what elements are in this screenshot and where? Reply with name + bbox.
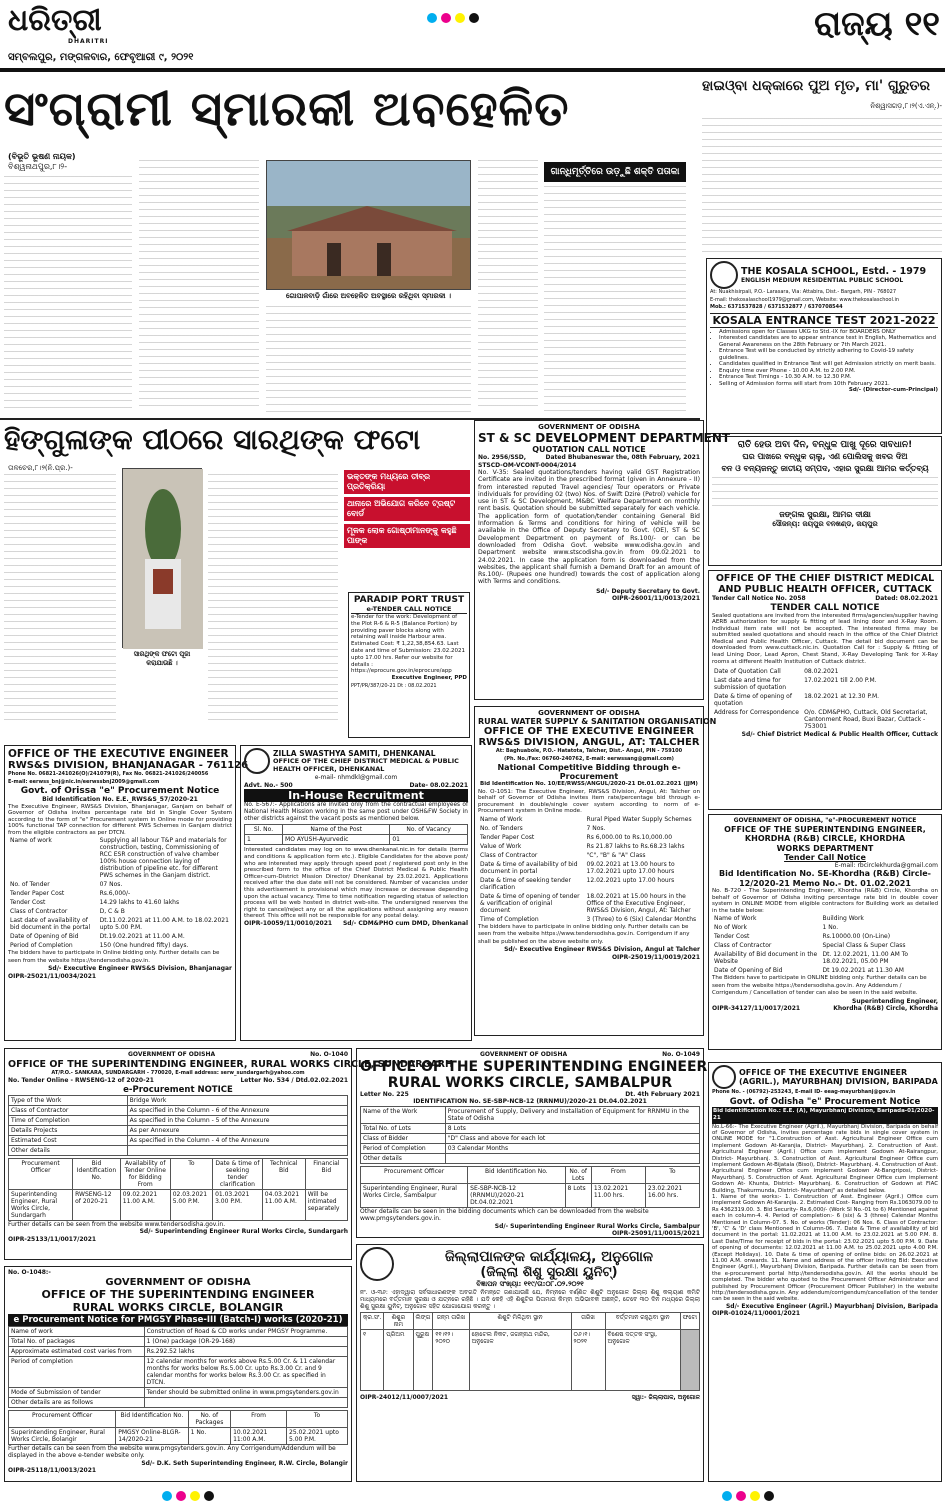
tender-table [478, 815, 700, 924]
table-row: Superintending Engineer, Rural Works Circle, Sambalpur SE-SBP-NCB-12 (RRNMU)/2020-21 Dt.04.02.2021 8 Lots 13.02.2021 11.00 hrs. 23.02.2021 16.00 hrs. [361, 1183, 700, 1207]
line-1: ରାତି ହେଉ ଅବା ଦିନ, ବନ୍ଧୁକ ପାଖୁ ଦୂରେ ସାବଧାନ! [737, 440, 913, 450]
logo-sub: DHARITRI [68, 38, 109, 45]
signature: Sd/- Chief District Medical & Public Health Officer, Cuttack [741, 731, 938, 739]
school-title: THE KOSALA SCHOOL, Estd. - 1979 [741, 266, 927, 277]
work-table [360, 1106, 700, 1164]
office-title-2: (ଜିଲ୍ଲା ଶିଶୁ ସୁରକ୍ଷା ୟୁନିଟ୍) [480, 1264, 618, 1280]
line-4: ଜଙ୍ଗଲ ସୁରକ୍ଷା, ଆମର ଦୀକ୍ଷା [779, 510, 871, 519]
oipr-no: OIPR-24012/11/0007/2021 [360, 1394, 449, 1402]
letter-date: Dt. 4th February 2021 [625, 1090, 700, 1098]
email: e-mail- nhmdkl@gmail.com [314, 774, 398, 781]
note: Other details can be seen in the bidding documents which can be downloaded from the website www.pmgsytenders.gov.in. [360, 1207, 649, 1222]
table-header: Procurement Officer Bid Identification No. No. of Packages From To [9, 1410, 348, 1427]
ad-body: e-Tender for the work: Development of the Plot R-6 & R-5 (Balance Portion) by providing paver blocks along with retaining wall inside Harbour area. Estimated Cost: ₹ 1,22,38,854.63. Last date and time of Submission: 23.02.2021 upto 17.00 hrs. Refer our website for details : https://eprocure.gov.in/eprocure/app [351, 614, 466, 675]
office-title: OFFICE OF THE SUPERINTENDING ENGINEER, RURAL WORKS CIRCLE, SUNDARGARH [8, 1058, 453, 1070]
dhenkanal-recruitment [240, 745, 472, 1041]
oipr-no: OIPR-25133/11/0017/2021 [8, 1235, 97, 1243]
oipr-no: OIPR-25091/11/0015/2021 [611, 1230, 700, 1237]
notice-title: TENDER CALL NOTICE [770, 602, 880, 613]
advt-date: Date- 08.02.2021 [409, 781, 468, 789]
headline: ସଂଗ୍ରାମୀ ସ୍ମାରକୀ ଅବହେଳିତ [4, 81, 570, 137]
office-title-2: RWS&S DIVISION, ANGUL, AT: TALCHER [478, 737, 700, 748]
office-title: ଜିଲ୍ଲାପାଳଙ୍କ କାର୍ଯ୍ୟାଳୟ, ଅନୁଗୋଳ [444, 1248, 654, 1265]
notice-body: No. E-567:- Applications are invited only from the contractual employees of National Health Mission working in the same post under OSH&FW Society in other districts against the vacant posts as mentioned below. [244, 802, 468, 822]
notice-title: e-Procurement NOTICE [123, 1084, 233, 1095]
email: E-mail: eerwss_bnj@nic.in/eerwssbnj2009@gmail.com [8, 778, 160, 785]
signature: Sd/- Executive Engineer RWS&S Division, Bhanjanagar [48, 965, 232, 973]
line-5: ସୌଜନ୍ୟ: ଜୟପୁର ବନଖଣ୍ଡ, ଜୟପୁର [772, 520, 878, 528]
table-header: Procurement Officer Bid Identification No. No. of Lots From To [361, 1166, 700, 1183]
logo [8, 4, 118, 48]
ad-ref: PPT/PR/387/20-21 Dt : 08.02.2021 [351, 682, 437, 689]
table-row: Other details are as follows [9, 1397, 348, 1407]
logo-main: ଧରିତ୍ରୀ [8, 3, 102, 38]
signature: Sd/- Deputy Secretary to Govt. [596, 587, 700, 595]
table-row: Name of the Work Procurement of Supply, Delivery and Installation of Equipment for RRNMU in the State of Odisha [361, 1106, 700, 1123]
org-title: RURAL WATER SUPPLY & SANITATION ORGANISATION [478, 717, 717, 726]
paradip-port-ad [348, 592, 470, 738]
body-col-1 [4, 176, 132, 412]
emblem-icon [360, 1247, 394, 1281]
body-col-3 [266, 306, 471, 412]
bullet-item: ଥାନାରେ ଅଭିଯୋଗ କରିବେ ଟ୍ରଷ୍ଟ ବୋର୍ଡ [344, 497, 470, 521]
table-row: Class of Bidder "D" Class and above for each lot [361, 1133, 700, 1143]
bid-id: Bid Identification No. E.E._RWS&S_57/2020-21 [42, 796, 198, 803]
email: E-mail: rbcirclekhurda@gmail.com [834, 861, 938, 869]
phone: Phone No. - (06792)-253243, E-mail ID- eeag-mayurbhanj@gov.in [712, 1089, 896, 1095]
table-row: Last date of availability of bid document in the portal Dt.11.02.2021 at 11.00 A.M. to 18.02.2021 upto 5.00 P.M. [10, 917, 229, 932]
signature: Executive Engineer, PPD [391, 675, 467, 682]
mayurbhanj-notice [708, 1062, 942, 1482]
phone: (Ph. No./Fax: 06760-240762, E-mail: eerwssang@gmail.com) [504, 755, 674, 762]
school-phone: Mob.: 6371537828 / 6371532877 / 6370708544 [710, 304, 843, 310]
notice-body: No.L-66:- The Executive Engineer (Agril.), Mayurbhanj Division, Baripada on behalf of Governor of Odisha, invites percentage rate bids in single cover system in ONLINE MODE for "1.Construction of Asst. Agricultural Engineer Office cum implement Godown At-Karanjia, District- Mayurbhanj. 2. Construction of Asst. Agricultural Engineer (Agril.) Office cum implement Godown At-Rairangpur, District- Mayurbhanj. 3. Construction of Asst. Agricultural Engineer Office cum implement Godown At-Bijatala (Bisoi), District- Mayurbhanj. 4. Construction of Asst. Agricultural Engineer Office cum implement Godown At-Bangriposi, District- Mayurbhanj. 5. Construction of Asst. Agricultural Engineer Office cum implement Godown At- Khunta, District- Mayurbhanj. 6. Construction of Godown at FIAC Building, Thakurmunda, District- Mayurbhanj" as detailed below. [712, 1123, 938, 1194]
idol-photo-image [123, 469, 203, 649]
emblem-icon [712, 1065, 736, 1089]
headline: ହାଇଓ୍ବା ଧକ୍କାରେ ପୁଅ ମୃତ, ମା' ଗୁରୁତର [702, 78, 930, 94]
office-title: OFFICE OF THE EXECUTIVE ENGINEER (AGRIL.), MAYURBHANJ DIVISION, BARIPADA [739, 1067, 938, 1086]
office-title: OFFICE OF THE CHIEF DISTRICT MEDICAL AND PUBLIC HEALTH OFFICER, CUTTACK [715, 573, 935, 595]
notice-body: Sealed quotations are invited from the interested firms/agencies/supplier having AERB authorization for supply & fitting of lead lining door and X-Ray Room. Individual item rate will not be accepted. The interested firms may be submitted sealed quotations and should reach in the office of the Chief District Medical and Public Health Officer, Cuttack. The detail bid document can be downloaded from www.cuttack.nic.in. Quotation Call for : Supply & fitting of lead Lining Door, Lead Apron, Chest Stand, X-Ray Developing Tank for X-Ray rooms at different Health Institution of Cuttack district. [712, 612, 938, 665]
table-row: Date & time of seeking tender clarification 12.02.2021 upto 17.00 hours [480, 876, 675, 891]
table-row: Tender Cost Rs.10000.00 (On-Line) [714, 933, 891, 941]
signature: Sd/- Superintending Engineer Rural Works Circle, Sundargarh [139, 1228, 348, 1235]
story-bullets [344, 470, 470, 548]
notice-body: No. B-720 - The Superintending Engineer, Khordha (R&B) Circle, Khordha on behalf of Governor of Odisha inviting percentage rate bid in double cover system in ONLINE MODE from eligible contractors for Building work as detailed in the table below: [712, 888, 938, 914]
footer-registration [0, 1486, 945, 1497]
ref-no: ବିଜ୍ଞାପନ ସଂଖ୍ୟା: ୧୧୯/ତା:୦୮.୦୨.୨୦୨୧ [476, 1280, 584, 1288]
table-row: Tender Paper Cost Rs.6,000/- [10, 890, 131, 898]
table-row: Total No. of packages 1 (One) package (OR-29-168) [9, 1336, 348, 1346]
note: The bidders have to participate in Online bidding only. Further details can be seen from the website https://tendersodisha.gov.in. [8, 950, 220, 964]
table-row: Date & time of availability of bid document in portal 09.02.2021 at 13.00 hours to 17.02.2021 upto 17.00 hours [480, 860, 675, 875]
tender-table [8, 836, 232, 950]
table-row: Time of Completion 3 (Three) to 6 (Six) Calendar Months [480, 915, 697, 923]
bhanjanagar-notice [4, 745, 249, 1041]
story-memorial [4, 76, 690, 416]
oipr-no: OIPR-01024/11/0001/2021 [712, 1310, 801, 1318]
office-title-2: OFFICE OF THE CHIEF DISTRICT MEDICAL & PUBLIC HEALTH OFFICER, DHENKANAL [273, 757, 459, 773]
story-photo [266, 160, 471, 290]
point: • Interested candidates are to appear entrance test in English, Mathematics and General Awareness on the 28th February or 7th March 2021. [719, 335, 938, 348]
dateline: ସମ୍ବଲପୁର, ମଙ୍ଗଳବାର, ଫେବୃଆରୀ ୯, ୨୦୨୧ [8, 52, 194, 63]
page-label: ରାଜ୍ୟ ୧୧ [814, 4, 940, 44]
dept-title: ST & SC DEVELOPMENT DEPARTMENT [478, 431, 731, 445]
headline: ହିଙ୍ଗୁଳାଙ୍କ ପୀଠରେ ସାରଥିଙ୍କ ଫଟୋ [4, 423, 421, 456]
note: Further details can be seen from the website www.pmgsytenders.gov.in. Any Corrigendum/Addendum will be displayed in the above e-tender website only. [8, 1444, 336, 1459]
point: • Entrance Test will be conducted by strictly adhering to Covid-19 safety guidelines. [719, 348, 938, 361]
table-row: Time of Completion As specified in the Column - 5 of the Annexure [9, 1115, 348, 1125]
oipr-no: OIPR-10059/11/0010/2021 [244, 919, 333, 927]
dates-table [712, 667, 938, 731]
notice-title: Govt. of Odisha "e" Procurement Notice [729, 1096, 921, 1107]
table-row: Superintending Engineer, Rural Works Circle, Bolangir PMGSY Online-BLGR-14/2020-21 1 No. 10.02.2021 11:00 A.M. 25.02.2021 upto 5.00 P.M. [9, 1427, 348, 1444]
bullet-item: ଭକ୍ତଙ୍କ ମଧ୍ୟରେ ତୀବ୍ର ପ୍ରତିକ୍ରିୟା [344, 470, 470, 494]
table-row: Date & time of opening of tender & verification of original document 18.02.2021 at 15.00 hours in the Office of the Executive Engineer, RWS&S Division, Angul, At: Talcher [480, 892, 691, 914]
signature: ସ୍ୱା:- ଜିଲ୍ଲାପାଳ, ଅନୁଗୋଳ [631, 1394, 700, 1402]
table-row: Name of work Supplying all labour T&P and materials for construction, testing, Commissioning of RCC ESR construction of valve chamber 100% house connection laying of distribution of pipeline etc. for different PWS schemes in the Ganjam district. [10, 837, 227, 880]
sambalpur-notice [356, 1048, 708, 1238]
anugul-child-notice [356, 1244, 704, 1482]
forest-awareness-ad [708, 436, 942, 566]
gov-label: GOVERNMENT OF ODISHA [128, 1051, 216, 1058]
cdmo-cuttack-notice [708, 570, 942, 810]
notice-body: The Executive Engineer, RWS&S Division, Bhanjanagar, Ganjam on behalf of Governor of Odisha invites percentage rate bid in Single Cover System according to the form of "e" Procurement system in Online mode for providing 100% functional TAP connection for different PWS Schemes in Ganjam district from the eligible contractors as per DTCN. [8, 803, 232, 836]
table-row: Date & time of opening of quotation 18.02.2021 at 12.30 P.M. [714, 693, 880, 708]
body-col-1 [4, 474, 116, 720]
memorial-building-image [267, 161, 472, 291]
color-registration [425, 8, 545, 22]
schedule-table [360, 1166, 700, 1208]
byline: (ବିଭୂତି ଭୂଷଣ ନାୟକ) [8, 152, 76, 161]
signature: Sd/- (Director-cum-Principal) [848, 387, 938, 393]
dateline: ବିଶ୍ୱନାଥପୁର,୮।୨- [8, 162, 68, 171]
oipr-no: OIPR-25021/11/0034/2021 [8, 972, 97, 980]
table-row: Name of Work Rural Piped Water Supply Schemes [480, 815, 692, 823]
office-title: ZILLA SWASTHYA SAMITI, DHENKANAL [273, 749, 436, 758]
school-logo-icon [710, 261, 738, 289]
gov-label: GOVERNMENT OF ODISHA [105, 1276, 251, 1288]
table-row: Class of Contractor As specified in the Column - 6 of the Annexure [9, 1105, 348, 1115]
point: • Candidates qualified in Entrance Test will get Admission strictly on merit basis. [719, 361, 938, 368]
office-title: OFFICE OF THE EXECUTIVE ENGINEER [483, 726, 695, 737]
masthead [0, 0, 945, 78]
note: The Bidders have to participate in ONLINE bidding only. Further details can be seen from the website https://tendersodisha.gov.in. Any Addendum / Corrigendum / Cancellation of tender can also be seen in the said website. [712, 975, 927, 997]
emblem-icon [244, 748, 270, 774]
tender-table [712, 914, 938, 975]
table-row: Mode of Submission of tender Tender should be submitted online in www.pmgsytenders.gov.in [9, 1387, 348, 1397]
table-row: Superintending Engineer, Rural Works Circle, Sundargarh RWSENG-12 of 2020-21 09.02.2021 11.00 A.M. 02.03.2021 5.00 P.M. 01.03.2021 3.00 P.M. 04.03.2021 11.00 A.M. Will be intimated separately [9, 1189, 348, 1220]
body-col-4 [478, 160, 538, 412]
oipr-no: OIPR-25019/11/0019/2021 [611, 953, 700, 961]
dept-title: WORKS DEPARTMENT [776, 843, 874, 853]
vacancy-table [244, 824, 468, 845]
oipr-no: OIPR-25118/11/0013/2021 [8, 1467, 97, 1474]
callout-box: ଗାନ୍ଧିମୂର୍ତ୍ତିରେ ଉଡ଼ୁଛି ଶକ୍ତି ପତାକା [544, 162, 686, 182]
table-row: Details Projects As per Annexure [9, 1125, 348, 1135]
signature: Sd/- Executive Engineer RWS&S Division, Angul at Talcher [504, 946, 700, 954]
letter-no: Letter No. 225 [360, 1090, 409, 1098]
table-row: Last date and time for submission of quotation 17.02.2021 till 2.00 P.M. [714, 677, 877, 692]
signature: Sd/- Superintending Engineer Rural Works Circle, Sambalpur [494, 1222, 700, 1230]
story-photo [122, 468, 202, 648]
note: The bidders have to participate in online bidding only. Further details can be seen from the website https://www.tendersodisha.gov.in. Corrigendum if any shall be published on the above website only. [478, 923, 690, 945]
notice-date: Dated: 08.02.2021 [875, 595, 938, 602]
child-table [360, 1312, 700, 1391]
tender-no: No. Tender Online - RWSENG-12 of 2020-21 [8, 1077, 154, 1084]
line-3: ବନ ଓ ବନ୍ୟଜନ୍ତୁ ଜାତୀୟ ସମ୍ପଦ, ଏହାର ସୁରକ୍ଷା ଆମର କର୍ତ୍ତବ୍ୟ [721, 464, 929, 473]
table-row: Class of Contractor "C", "B" & "A" Class [480, 851, 646, 859]
ad-subtitle: e-TENDER CALL NOTICE [351, 605, 467, 614]
office-title: OFFICE OF THE SUPERINTENDING ENGINEER, KHORDHA (R&B) CIRCLE, KHORDHA [724, 824, 926, 843]
table-row: Class of Contractor D, C & B [10, 908, 125, 916]
advt-no: Advt. No.- 500 [244, 781, 293, 789]
bid-id: IDENTIFICATION No. SE-SBP-NCB-12 (RRNMU)/2020-21 Dt.04.02.2021 [413, 1098, 647, 1105]
gov-label: GOVERNMENT OF ODISHA [538, 709, 640, 717]
table-row: Other details [9, 1145, 348, 1155]
table-header: କ୍ର.ସଂ. ଶିଶୁର ନାମ ଲିଙ୍ଗ ଜନ୍ମ ତାରିଖ ଶିଶୁଟି ମିଳିଥିବା ସ୍ଥାନ ତାରିଖ ବର୍ତ୍ତମାନ ରହୁଥିବା ସ୍ଥାନ ଫଟୋ [361, 1313, 700, 1330]
table-row: Tender Paper Cost Rs 6,000.00 to Rs.10,000.00 [480, 833, 673, 841]
point: • Entrance Test Timings - 10.30 A.M. to 12.30 P.M. [719, 374, 938, 381]
table-header: Procurement Officer Bid Identification No. Availability of Tender Online for Bidding From To Date & time of seeking tender clarification Technical Bid Financial Bid [9, 1158, 348, 1189]
letter-no: Letter No. 534 / Dtd.02.02.2021 [240, 1077, 348, 1084]
photo-caption: ଗୋପାଳବାଡ଼ି ଗାଁରେ ଅବହେଳିତ ଅବସ୍ଥାରେ ରହିଥିବା ସ୍ମାରକୀ । [286, 292, 451, 300]
office-title-2: RURAL WORKS CIRCLE, BOLANGIR [72, 1300, 284, 1314]
table-row: Name of Work Building Work [714, 915, 864, 923]
point: • Enquiry time over Phone - 10.00 A.M. to 2.00 P.M. [719, 368, 938, 375]
table-row: Estimated Cost As specified in the Column - 4 of the Annexure [9, 1135, 348, 1145]
ad-title: PARADIP PORT TRUST [353, 595, 465, 605]
khordha-notice [708, 814, 942, 1050]
dateline: ତାଳଚେର,୮।୨(ନି.ପ୍ର.)- [8, 464, 73, 472]
table-row: Total No. of Lots 8 Lots [361, 1123, 700, 1133]
table-row: Period of Completion 150 (One hundred fifty) days. [10, 942, 189, 950]
notice-no: No. O-1049 [662, 1051, 700, 1058]
body-col-2 [208, 474, 338, 720]
signature: Sd/- CDM&PHO cum DMD, Dhenkanal [342, 919, 468, 927]
table-row: 1 MO AYUSH-Ayurvedic 01 [245, 835, 468, 845]
story-body [702, 118, 942, 252]
bid-id: Bid Identification No. 10/EE/RWSS/ANGUL/2020-21 Dt.01.02.2021 (JJM) [480, 781, 698, 787]
kosala-school-ad [706, 258, 942, 434]
gov-label: GOVERNMENT OF ODISHA [480, 1051, 568, 1058]
table-row: Approximate estimated cost varies from Rs.292.52 lakhs [9, 1346, 348, 1356]
table-row: Other details [361, 1153, 700, 1163]
bullet-item: ମୂଳକ ଲୋକ ଗୋଷ୍ଠୀମାନଙ୍କୁ କହୁଛି ପାଙ୍କ [344, 524, 470, 548]
gov-label: GOVERNMENT OF ODISHA, "e"-PROCUREMENT NOTICE [733, 817, 917, 824]
table-header: Sl. No. Name of the Post No. of Vacancy [245, 825, 468, 835]
notice-title: Tender Call Notice [784, 852, 866, 862]
ref-no: No. 2956/SSD, [478, 454, 527, 461]
schedule-table [8, 1410, 348, 1445]
notice-title: KOSALA ENTRANCE TEST 2021-2022 [710, 313, 938, 328]
table-row: Date of Quotation Call 08.02.2021 [714, 668, 839, 676]
table-row: No. of Tender 07 Nos. [10, 881, 123, 889]
table-row: Address for Correspondence O/o. CDM&PHO, Cuttack, Old Secretariat, Cantonment Road, Buxi Bazar, Cuttack - 753001 [714, 709, 928, 731]
work-table [8, 1326, 348, 1408]
table-row: Date of Opening of Bid Dt 19.02.2021 at 11.30 AM [714, 967, 904, 975]
bolangir-notice [4, 1266, 352, 1482]
address: At: Baghuabole, P.O.- Hatatota, Talcher, Dist.- Angul, PIN - 759100 [495, 748, 683, 754]
notice-body-2: 1. Name of the works:- 1. Construction of Asst. Engineer (Agril.) Office cum implement Godown At-Karanjia. 2. Estimated Cost- Ranging from Rs.1063079.00 to Rs 4362319.00. 3. Bid Security- Rs.6,000/- (Work Sl No.-01 to 6) Mentioned against each in column-4. 4. Period of completion:- 6 (six) & 3 (three) Calendar Months Mentioned in Column-07. 5. No. of works (Tender): 06 Nos. 6. Class of Contractor: 'B', 'C' & 'D' class Mentioned in Column-06. 7. Date & Time of availability of bid document in the portal: 11.02.2021 at 11.00 A.M. to 23.02.2021 at 5.00 P.M. 8. Last Date/Time for receipt of bids in the portal: 23.02.2021 upto 5.00 P.M. 9. Date of opening of documents: 12.02.2021 at 11.00 A.M. to 25.02.2021 upto 4.00 P.M. (Except Holidays). 10. Date & time of opening of online bids: on 26.02.2021 at 11.00 A.M. onwards. 11. Name and address of the officer inviting Bid: Executive Engineer (Agril.), Mayurbhanj Division, Baripada. Further details can be seen from the e-procurement portal http://tendersodisha.gov.in. All the works should be completed. The bidder who quoted to the Procurement Officer Administrator and published by Procurement Officer (Procurement Officer Publisher) in the website http://tendersodisha.gov.in. Any addendum/corrigendum/cancellation of the tender can be seen in the said website. [712, 1193, 938, 1303]
gov-label: GOVERNMENT OF ODISHA [538, 423, 640, 431]
notice-title: QUOTATION CALL NOTICE [532, 445, 646, 454]
notice-body-2: Interested candidates may log on to www.dhenkanal.nic.in for details (terms and conditions & application form etc.). Eligible Candidates for the above post/ who are interested may apply through speed post / registered post only in the prescribed form to the office of the Chief District Medical & Public Health Officer-cum-District Mission Director/ Dhenkanal by 23.02.2021. Applications received after the due date will not be considered. Number of vacancies under this advertisement is provisional which may increase or decrease depending upon the actual vacancy. Time to time notification regarding status of selection process will be web hosted in district web-site. The undersigned reserves the right to cancel/reject any or all the applications without assigning any reason thereof. This office will not be responsible for any postal delay. [244, 847, 468, 920]
banner: In-House Recruitment [244, 789, 468, 802]
point: • Admissions open for Classes UKG to Std.-IX for BOARDERS ONLY [719, 329, 938, 336]
signature: Sd/- Executive Engineer (Agril.) Mayurbhanj Division, Baripada [725, 1302, 938, 1310]
notice-no: No. O-1040 [310, 1051, 348, 1058]
line-2: ଘର ପାଖରେ ବନ୍ଧୁକ ଚାଲୁ, ଏଣ ପୋଲିସକୁ ଖବର ଦିଅ [742, 452, 908, 461]
photo-caption: ସାରଥିଙ୍କ ଫଟୋ ପୂଜା କରାଯାଉଛି । [133, 650, 191, 667]
table-row: No. of Tenders 7 Nos. [480, 824, 606, 832]
office-title-2: RURAL WORKS CIRCLE, SAMBALPUR [387, 1074, 673, 1091]
school-contact: E-mail: thekosalaschool1979@gmail.com, Website: www.thekosalaschool.in [710, 296, 900, 303]
ref-date: Dated Bhubaneswar the, 08th February, 2021 [545, 454, 700, 461]
table-row: No of Work 1 No. [714, 924, 839, 932]
table-row: Period of completion 12 calendar months for works above Rs.5.00 Cr. & 11 calendar months for works below Rs.5.00 Cr. upto Rs.3.00 Cr. and 9 calendar months for works below Rs.3.00 Cr. as specified in DTCN. [9, 1356, 348, 1387]
school-subtitle: ENGLISH MEDIUM RESIDENTIAL PUBLIC SCHOOL [741, 277, 904, 284]
oipr-no: OIPR-34127/11/0017/2021 [712, 1005, 801, 1013]
table-row: Date of Opening of Bid Dt.19.02.2021 at 11.00 A.M. [10, 933, 185, 941]
oipr-no: OIPR-26001/11/0013/2021 [611, 595, 700, 603]
notice-body: No. O-1051: The Executive Engineer, RWS&S Division, Angul, At: Talcher on behalf of Governor of Odisha invites item rate/percentage bid through e-procurement in double/single cover system according to norm of e-Procurement system in Online mode. [478, 788, 700, 815]
signature: Superintending Engineer, Khordha (R&B) Circle, Khordha [833, 997, 938, 1013]
table-row: Class of Contractor Special Class & Super Class [714, 942, 906, 950]
table-row: Value of Work Rs 21.87 lakhs to Rs.68.23 lakhs [480, 842, 685, 850]
schedule-table [8, 1158, 348, 1221]
table-row: Type of the Work Bridge Work [9, 1095, 348, 1105]
note: Further details can be seen from the website www.tendersodisha.gov.in. [8, 1220, 226, 1228]
address: AT/P.O.- SANKARA, SUNDARGARH - 770020, E-mail address: serw_sundargarh@yahoo.com [51, 1069, 305, 1076]
work-table [8, 1095, 348, 1156]
table-row: ୧ ପ୍ରିଅମ ପୁରୁଷ ୧୧।୧୨।୨୦୨୦ ହୋଟେଲ ନିକଟ, ଜଗନ୍ନାଥ ମନ୍ଦିର, ଅନୁଗୋଳ ୦୬।୧।୨୦୨୧ ବିଶେଷ ଦତ୍ତକ ସଂସ୍ଥା, ଅନୁଗୋଳ [361, 1330, 700, 1391]
child-photo [681, 1330, 699, 1390]
table-row: Name of work Construction of Road & CD works under PMGSY Programme. [9, 1326, 348, 1336]
bid-id: Bid Identification No.: E.E. (A), Mayurbhanj Division, Baripada-01/2020-21 [712, 1107, 938, 1124]
body-col-2 [139, 160, 259, 412]
notice-body: No. V-35: Sealed quotations/tenders having valid GST Registration Certificate are invited in the prescribed format (given in Annexure - II) from interested reputed Travel agencies/ Tour operators or Private individuals for providing 02 (two) Nos. of Swift Dzire (Petrol) vehicle for use in ST & SC Development, M&BC Welfare Department on monthly rent basis. Quotation should be submitted separately for each vehicle. The application form of quotation/tender containing General Bid Information & Terms and conditions for hiring of vehicle will be available in the Office of Deputy Secretary to Govt. (OE), ST & SC Development Department on payment of Rs.100/- or can be downloaded from Odisha Govt. website www.odisha.gov.in and Department website www.stscodisha.gov.in from 09.02.2021 to 24.02.2021. In case the application form is downloaded from the websites, the applicant shall furnish a Demand Draft for an amount of Rs.100/- (Rupees one hundred) towards the cost of application along with Terms and conditions. [478, 469, 700, 586]
table-row: Tender Cost 14.29 lakhs to 41.60 lakhs [10, 899, 180, 907]
banner: e Procurement Notice for PMGSY Phase-III (Batch-I) works (2020-21) [8, 1314, 348, 1326]
office-title: OFFICE OF THE EXECUTIVE ENGINEER [8, 748, 229, 760]
notice-title: National Competitive Bidding through e-Procurement [497, 763, 681, 781]
notice-title: Govt. of Orissa "e" Procurement Notice [20, 786, 220, 796]
dateline: ନିଶ୍ୱାସଗଡ଼,୮।୨(ଏ.ଏନ୍.)- [870, 102, 942, 110]
point: • Selling of Admission forms will start from 10th February 2021. [719, 381, 938, 388]
office-title: OFFICE OF THE SUPERINTENDING ENGINEER [360, 1058, 708, 1075]
notice-body: ନଂ. ଓ-୩୬: ଏହାଦ୍ୱାରା ସର୍ବସାଧାରଣଙ୍କ ଅବଗତି ନିମନ୍ତେ ଜଣାଯାଉଛି ଯେ, ନିମ୍ନରେ ବର୍ଣ୍ଣିତ ଶିଶୁଟି ଅନୁଗୋଳ ଜିଲ୍ଲା ଶିଶୁ କଲ୍ୟାଣ କମିଟି ମାଧ୍ୟମରେ ବର୍ତ୍ତମାନ ସୁରକ୍ଷା ଓ ଯତ୍ନରେ ରହିଛି । ଯଦି କେହି ଏହି ଶିଶୁଟିର ପିତାମାତା କିମ୍ବା ଅଭିଭାବକ ଅଛନ୍ତି, ତେବେ ୩୦ ଦିନ ମଧ୍ୟରେ ଜିଲ୍ଲା ଶିଶୁ ସୁରକ୍ଷା ୟୁନିଟ୍, ଅନୁଗୋଳ ସହିତ ଯୋଗାଯୋଗ କରନ୍ତୁ । [360, 1288, 700, 1310]
signature: Sd/- D.K. Seth Superintending Engineer, R.W. Circle, Bolangir [141, 1459, 348, 1467]
notice-no: No. O-1048:- [8, 1269, 51, 1276]
notice-no: Tender Call Notice No. 2058 [712, 595, 806, 602]
office-title: OFFICE OF THE SUPERINTENDING ENGINEER [41, 1287, 315, 1301]
body-col-5 [544, 186, 686, 412]
angul-rwss-notice [474, 706, 717, 1036]
stsc-quotation-notice [474, 420, 731, 700]
ref-code: STSCD-OM-VCONT-0004/2014 [478, 461, 577, 469]
story-accident [702, 76, 942, 256]
bid-id: Bid Identification No. SE-Khordha (R&B) Circle-12/2020-21 Memo No.- Dt. 01.02.2021 [719, 869, 931, 888]
table-row: Availability of Bid document in the Website Dt. 12.02.2021, 11.00 AM To 18.02.2021, 05.00 PM [714, 951, 909, 966]
office-title-2: RWS&S DIVISION, BHANJANAGAR - 761126 [8, 760, 249, 771]
table-row: Period of Completion 03 Calendar Months [361, 1143, 700, 1153]
phone: Phone No. 06821-241026(O)/241079(R), Fax No. 06821-241026/240056 [8, 771, 209, 777]
school-address: At: Nuakhisirpali, P.O.- Larasara, Via: Attabira, Dist.- Bargarh, PIN - 768027 [710, 289, 897, 295]
